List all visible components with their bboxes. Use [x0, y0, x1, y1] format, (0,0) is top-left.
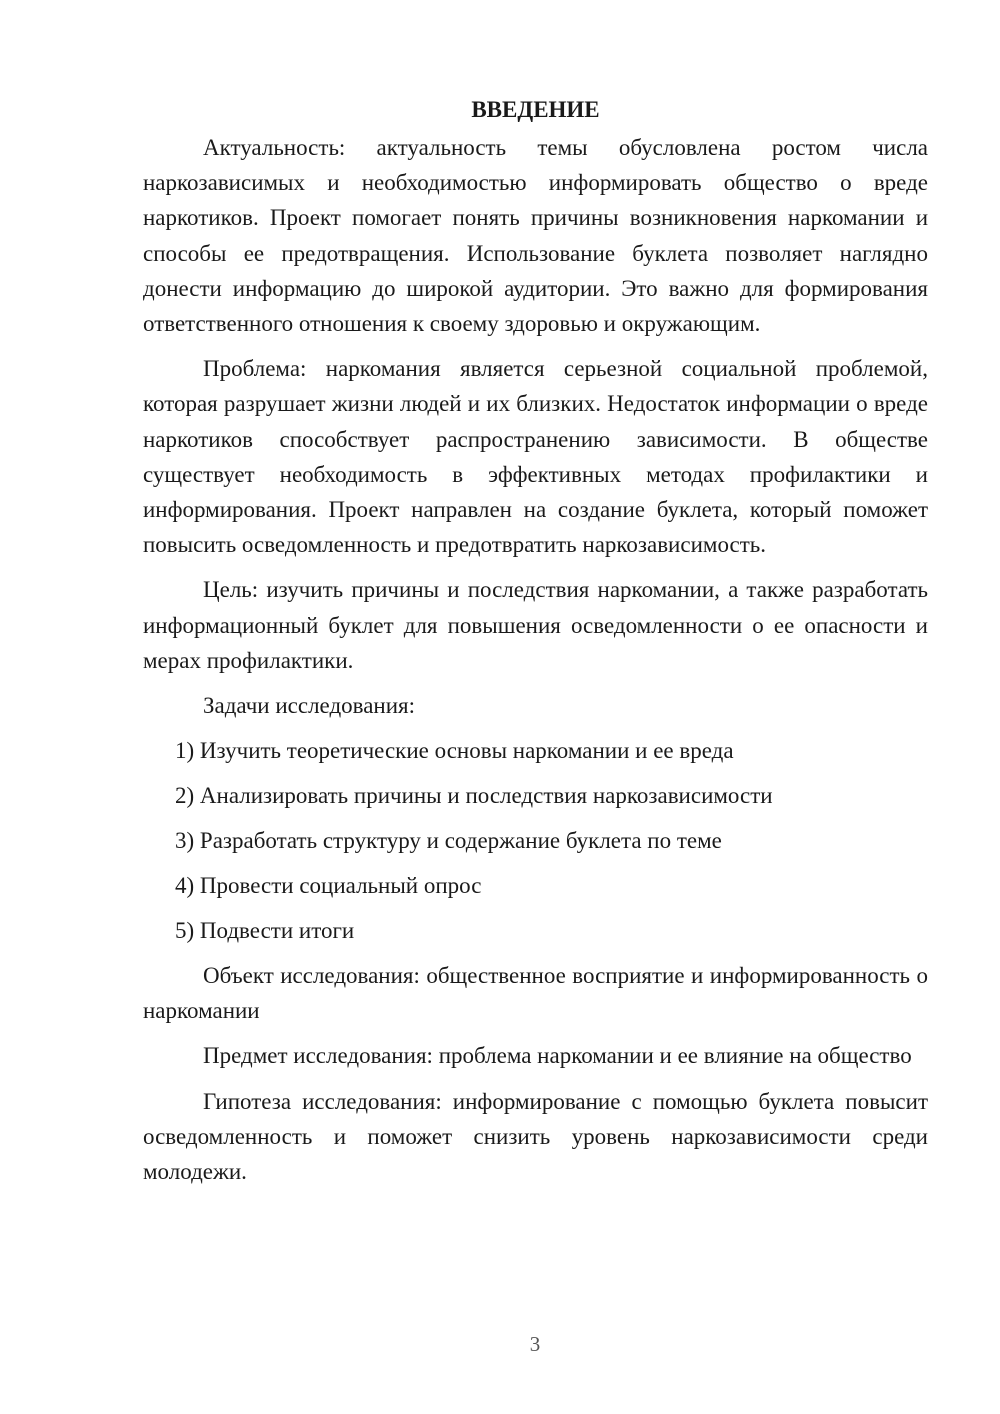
section-title: ВВЕДЕНИЕ: [471, 97, 600, 122]
task-item: 4) Провести социальный опрос: [175, 873, 482, 899]
object-paragraph: Объект исследования: общественное восприятие и информированность о наркомании: [143, 963, 928, 1024]
subject-paragraph: Предмет исследования: проблема наркомании и ее влияние на общество: [203, 1043, 912, 1069]
page-number: 3: [529, 1332, 541, 1356]
tasks-list: [143, 733, 928, 948]
hypothesis-paragraph: Гипотеза исследования: информирование с помощью буклета повысит осведомленность и поможет снизить уровень наркозависимости среди молодежи.: [143, 1088, 928, 1185]
tasks-heading: Задачи исследования:: [203, 693, 416, 719]
relevance-paragraph: Актуальность: актуальность темы обусловлена ростом числа наркозависимых и необходимостью информировать общество о вреде наркотиков. Проект помогает понять причины возникновения наркомании и способы ее предотвращения. Использование буклета позволяет наглядно донести информацию до широкой аудитории. Это важно для формирования ответственного отношения к своему здоровью и окружающим.: [143, 135, 928, 337]
goal-paragraph: Цель: изучить причины и последствия наркомании, а также разработать информационный буклет для повышения осведомленности о ее опасности и мерах профилактики.: [143, 577, 928, 673]
task-item: 5) Подвести итоги: [175, 918, 355, 944]
task-item: 1) Изучить теоретические основы наркомании и ее вреда: [175, 738, 734, 764]
document-page: [143, 92, 928, 1199]
task-item: 3) Разработать структуру и содержание буклета по теме: [175, 828, 722, 854]
task-item: 2) Анализировать причины и последствия наркозависимости: [175, 783, 773, 809]
problem-paragraph: Проблема: наркомания является серьезной социальной проблемой, которая разрушает жизни людей и их близких. Недостаток информации о вреде наркотиков способствует распространению зависимости. В обществе существует необходимость в эффективных методах профилактики и информирования. Проект направлен на создание буклета, который поможет повысить осведомленность и предотвратить наркозависимость.: [143, 356, 928, 558]
